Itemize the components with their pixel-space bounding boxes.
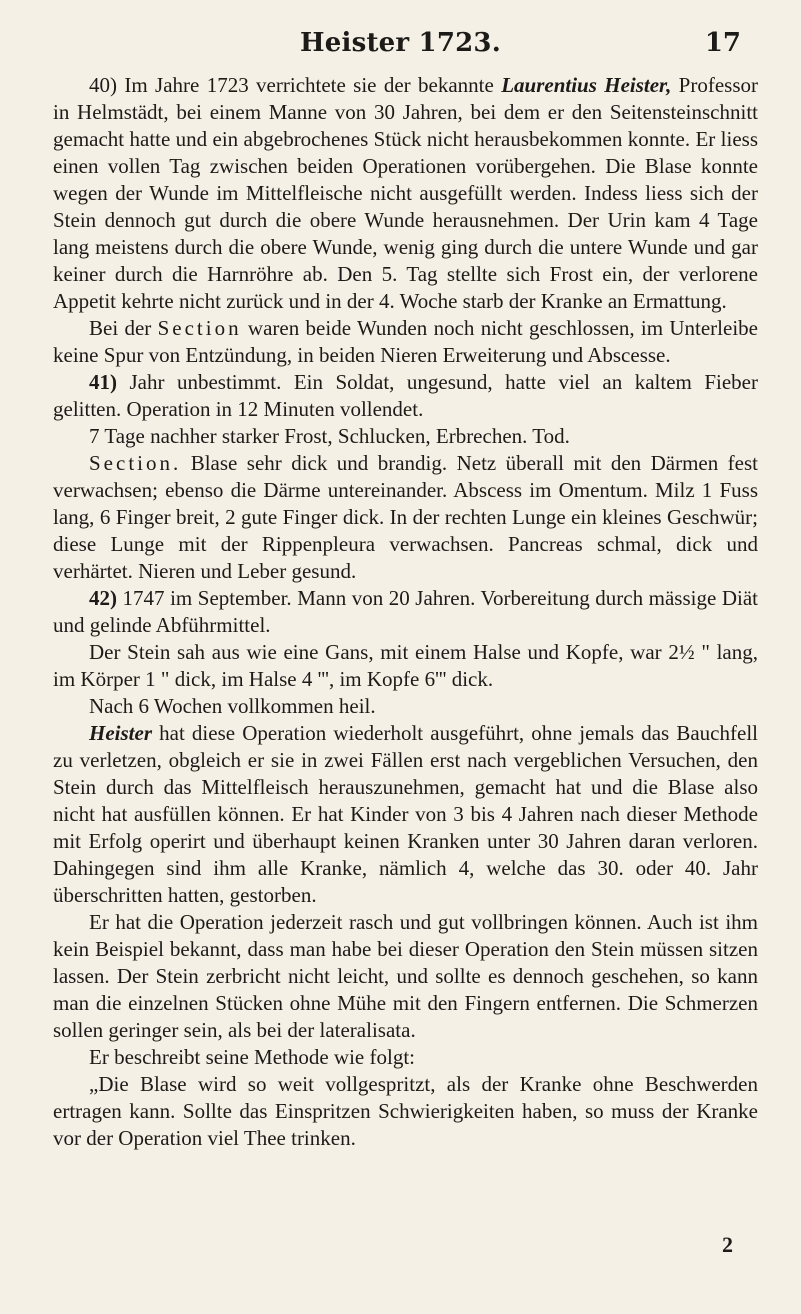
paragraph-42-text: 1747 im September. Mann von 20 Jahren. Vorbereitung durch mässige Diät und gelinde Abführmittel. xyxy=(53,586,758,637)
paragraph-42-stone: Der Stein sah aus wie eine Gans, mit einem Halse und Kopfe, war 2½ " lang, im Körper 1 " dick, im Halse 4 ''', im Kopfe 6''' dick. xyxy=(53,640,758,691)
paragraph-heister-text: hat diese Operation wiederholt ausgeführt, ohne jemals das Bauchfell zu verletzen, obgleich er sie in zwei Fällen erst nach vergeblichen Versuchen, den Stein durch das Mittelfleisch herauszunehmen, gemacht hat und die Blase also nicht hat ausfüllen können. Er hat Kinder von 3 bis 4 Jahren nach dieser Methode mit Erfolg operirt und überhaupt keinen Kranken unter 30 Jahren daran verloren. Dahingegen sind ihm alle Kranke, nämlich 4, welche das 30. oder 40. Jahr überschritten hatten, gestorben. xyxy=(53,721,758,907)
paragraph-41-number: 41) xyxy=(89,370,117,394)
paragraph-heister xyxy=(53,720,758,909)
paragraph-40-text-b: Professor in Helmstädt, bei einem Manne von 30 Jahren, bei dem er den Seitensteinschnitt gemacht hatte und ein abgebrochenes Stück nicht herausbekommen konnte. Er liess einen vollen Tag zwischen beiden Operationen vorübergehen. Die Blase konnte wegen der Wunde im Mittelfleische nicht ausgefüllt werden. Indess liess sich der Stein dennoch gut durch die obere Wunde herausnehmen. Der Urin kam 4 Tage lang meistens durch die obere Wunde, wenig ging durch die untere Wunde und gar keiner durch die Harnröhre ab. Den 5. Tag stellte sich Frost ein, der verlorene Appetit kehrte nicht zurück und in der 4. Woche starb der Kranke an Ermattung. xyxy=(53,73,759,313)
page-number: 17 xyxy=(704,28,741,58)
paragraph-40 xyxy=(53,72,758,315)
paragraph-method-quote: „Die Blase wird so weit vollgespritzt, als der Kranke ohne Beschwerden ertragen kann. Sollte das Einspritzen Schwierigkeiten haben, so muss der Kranke vor der Operation viel Thee trinken. xyxy=(53,1072,758,1150)
paragraph-42-number: 42) xyxy=(89,586,117,610)
paragraph-41-continued: 7 Tage nachher starker Frost, Schlucken, Erbrechen. Tod. xyxy=(89,424,570,448)
author-name-heister: Heister xyxy=(89,721,152,745)
section-1-text-a: Bei der xyxy=(89,316,158,340)
paragraph-42-outcome: Nach 6 Wochen vollkommen heil. xyxy=(89,694,376,718)
section-2-word: Section. xyxy=(89,451,182,475)
page-header xyxy=(0,28,801,68)
paragraph-42 xyxy=(53,585,758,639)
paragraph-section-2 xyxy=(53,450,758,585)
paragraph-41 xyxy=(53,369,758,423)
author-name-laurentius-heister: Laurentius Heister, xyxy=(501,73,672,97)
paragraph-operation: Er hat die Operation jederzeit rasch und gut vollbringen können. Auch ist ihm kein Beispiel bekannt, dass man habe bei dieser Operation den Stein müssen sitzen lassen. Der Stein zerbricht nicht leicht, und sollte es dennoch geschehen, so kann man die einzelnen Stücken ohne Mühe mit den Fingern entfernen. Die Schmerzen sollen geringer sein, als bei der lateralisata. xyxy=(53,910,758,1042)
running-title: Heister 1723. xyxy=(300,28,501,58)
section-2-text: Blase sehr dick und brandig. Netz überall mit den Därmen fest verwachsen; ebenso die Därme untereinander. Abscess im Omentum. Milz 1 Fuss lang, 6 Finger breit, 2 gute Finger dick. In der rechten Lunge ein kleines Geschwür; diese Lunge mit der Rippenpleura verwachsen. Pancreas schmal, dick und verhärtet. Nieren und Leber gesund. xyxy=(53,451,758,583)
paragraph-method-intro: Er beschreibt seine Methode wie folgt: xyxy=(89,1045,415,1069)
body-text xyxy=(53,72,758,1152)
section-1-text-b: waren beide Wunden noch nicht geschlossen, im Unterleibe keine Spur von Entzündung, in beiden Nieren Erweiterung und Abscesse. xyxy=(53,316,758,367)
paragraph-section-1 xyxy=(53,315,758,369)
paragraph-40-text-a: 40) Im Jahre 1723 verrichtete sie der bekannte xyxy=(89,73,502,97)
printer-signature: 2 xyxy=(722,1232,733,1257)
section-1-word: Section xyxy=(157,316,242,340)
paragraph-41-text: Jahr unbestimmt. Ein Soldat, ungesund, hatte viel an kaltem Fieber gelitten. Operation in 12 Minuten vollendet. xyxy=(53,370,758,421)
